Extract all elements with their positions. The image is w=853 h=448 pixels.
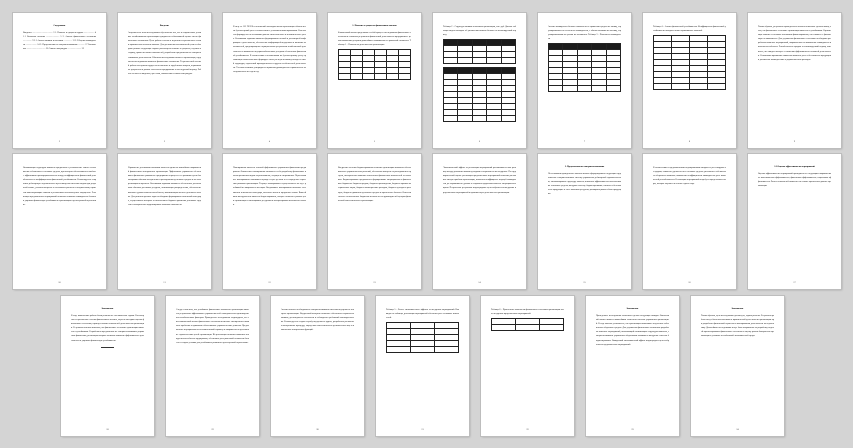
table-cell — [472, 116, 486, 122]
page-body-text: Проведенное исследование позволило сделать следующие выводы. Финансовый анализ является важнейшим элементом системы управления организацией. В ходе анализа установлено, что организация испытывает недостаток собственных оборотных средств. Для улучшения финансового положения разработан комплекс мероприятий, включающий оптимизацию структуры капитала, совершенствование управления оборотными активами и внедрение системы бюджетирования. Ожидаемый экономический эффект подтверждает целесообразность предложенных мероприятий. — [596, 315, 669, 346]
page-thumbnail-2[interactable] — [13, 13, 106, 148]
table-cell — [487, 58, 501, 64]
table-cell — [399, 74, 411, 80]
page-thumbnail-14[interactable] — [433, 154, 526, 289]
table-row — [339, 74, 411, 80]
page-number: 16 — [688, 282, 691, 284]
table-cell — [516, 325, 540, 331]
page-thumbnail-17[interactable] — [748, 154, 841, 289]
page-thumbnail-13[interactable] — [328, 154, 421, 289]
page-thumbnail-3[interactable] — [118, 13, 211, 148]
page-body-text: Экономический эффект от реализации мероприятий рассчитывается как разница между дополнительными доходами и затратами на их внедрение. По предварительной оценке реализация предложенных мероприятий позволит увеличить чистую прибыль организации, повысить коэффициент текущей ликвидности до нормативного уровня и сократить продолжительность операционного цикла. Полученные результаты подтверждают целесообразность внедрения предложенных мероприятий в практическую деятельность организации. — [443, 167, 516, 194]
table-row — [444, 116, 516, 122]
page-thumbnail-20[interactable] — [271, 296, 364, 436]
page-thumbnail-11[interactable] — [118, 154, 211, 289]
page-thumbnail-16[interactable] — [643, 154, 736, 289]
page-thumbnail-8[interactable] — [643, 13, 736, 148]
page-number: 15 — [583, 282, 586, 284]
page-body-text: Таблица 5 – Расчет экономического эффекта от внедрения мероприятий. Как видно из таблицы, реализация мероприятий обеспечит рост основных показателей. — [386, 309, 459, 320]
table-row — [654, 84, 726, 90]
page-thumbnail-21[interactable] — [376, 296, 469, 436]
page-body-text: Планирование является основой эффективного управления финансами предприятия. Финансовое планирование включает в себя разработку финансовых планов различных видов: перспективных, текущих и оперативных. Перспективное планирование охватывает период от трех до пяти лет и определяет стратегию развития организации. Текущее планирование осуществляется на год с разбивкой по кварталам и месяцам. Оперативное планирование включает составление платежного календаря, кассового плана и кредитного плана. Важнейшим инструментом является бюджетирование, которое позволяет увязать цели организации с имеющимися ресурсами и контролировать исполнение планов. — [233, 167, 306, 206]
page-number: 8 — [688, 141, 691, 143]
table-cell — [458, 58, 472, 64]
page-number: 14 — [478, 282, 481, 284]
page-number: 3 — [163, 141, 166, 143]
page-heading: Заключение — [101, 308, 114, 310]
page-table — [443, 67, 516, 122]
page-body-text: Таким образом, результаты проведенного анализа позволяют сделать вывод о том, что финансовое состояние организации является неустойчивым. Организация зависит от заемных источников финансирования, что снижает ее финансовую независимость. Для улучшения финансового состояния необходимо разработать комплекс мероприятий, направленных на повышение ликвидности и платежеспособности. Рентабельность продаж за анализируемый период снизилась, что свидетельствует о снижении эффективности основной деятельности. Основными причинами снижения являются рост себестоимости продукции и увеличение коммерческих и управленческих расходов. — [758, 26, 831, 61]
page-body-text: Актуальность темы исследования обусловлена тем, что в современных условиях хозяйствования организации нуждаются в объективной оценке своего финансового положения. Цель работы состоит в изучении теоретических основ и практических аспектов анализа. Для достижения поставленной цели необходимо решить следующие задачи: рассмотреть понятие и сущность, изучить методику, провести анализ показателей, разработать предложения по совершенствованию деятельности. Объектом исследования является организация, предметом исследования являются финансовые отношения. Теоретической основой работы послужили труды отечественных и зарубежных авторов, нормативные документы и данные отчетности предприятия за исследуемый период. Работа состоит из введения, трех глав, заключения и списка литературы. — [128, 32, 201, 75]
page-body-text: Анализ ликвидности баланса заключается в сравнении средств по активу, сгруппированных по степени их ликвидности, с обязательствами по пассиву, сгруппированными по срокам их погашения. Таблица 3 – Показатели ликвидности — [548, 26, 621, 41]
page-thumbnail-6[interactable] — [433, 13, 526, 148]
page-body-text: На основании проведенного анализа можно сформулировать следующие предложения: совершенствовать систему управления дебиторской задолженностью; оптимизировать структуру запасов; повысить эффективность использования основных средств; внедрить систему бюджетирования; снизить себестоимость продукции за счет экономии ресурсов; расширить рынки сбыта продукции. — [548, 173, 621, 196]
page-number: 10 — [58, 282, 61, 284]
table-row — [444, 58, 516, 64]
page-heading: 3.1 Оценка эффективности мероприятий — [774, 166, 815, 168]
table-cell — [672, 84, 690, 90]
table-cell — [387, 347, 411, 353]
page-thumbnail-4[interactable] — [223, 13, 316, 148]
table-cell — [708, 84, 726, 90]
page-number: 17 — [793, 282, 796, 284]
page-body-text: Таблица 2 – Структура активов и пассивов организации, тыс. руб. Данные таблицы свидетельствуют об увеличении валюты баланса за анализируемый период. — [443, 26, 516, 37]
page-heading: Содержание — [53, 25, 66, 27]
table-cell — [375, 74, 387, 80]
table-cell — [592, 86, 606, 92]
table-cell — [563, 86, 577, 92]
page-heading: Введение — [159, 25, 170, 27]
table-cell — [549, 86, 563, 92]
table-cell — [492, 325, 516, 331]
page-thumbnail-18[interactable] — [61, 296, 154, 436]
page-number: 2 — [58, 141, 61, 143]
table-cell — [444, 58, 458, 64]
page-thumbnail-23[interactable] — [586, 296, 679, 436]
page-body-text: В силу ст. 152 ГК РФ и положений законодательства организация обязана вести бухгалтерский учет в соответствии с установленными правилами. Отчетность формируется на основании данных синтетического и аналитического учета. Основными задачами являются формирование полной и достоверной информации о деятельности, обеспечение информацией внутренних и внешних пользователей, предотвращение отрицательных результатов хозяйственной деятельности и выявление внутрихозяйственных резервов обеспечения финансовой устойчивости. В соответствии с положениями по бухгалтерскому учету организация самостоятельно формирует свою учетную политику исходя из своей структуры, отраслевой принадлежности и других особенностей деятельности. Учетная политика утверждается приказом руководителя и применяется последовательно из года в год. — [233, 26, 306, 74]
page-thumbnail-24[interactable] — [691, 296, 784, 436]
page-heading: 3. Предложения по совершенствованию — [564, 166, 605, 168]
table-cell — [363, 74, 375, 80]
table-cell — [435, 347, 459, 353]
page-thumbnail-15[interactable] — [538, 154, 631, 289]
table-cell — [487, 116, 501, 122]
page-number: 23 — [631, 429, 634, 431]
page-body-text: Анализ показал необходимость совершенствования системы внутреннего контроля организации. Внутренний контроль позволяет обеспечить сохранность активов, достоверность отчетности и соблюдение требований законодательства. Рекомендуется создать службу внутреннего аудита, разработать регламенты контрольных процедур, определить ответственность должностных лиц за выполнение контрольных функций. — [281, 309, 354, 332]
page-thumbnail-10[interactable] — [13, 154, 106, 289]
page-body-text: Финансовый анализ представляет собой процесс исследования финансового состояния и основных результатов финансовой деятельности предприятия с целью выявления резервов дальнейшего повышения его рыночной стоимости. Таблица 1 – Показатели деятельности организации — [338, 32, 411, 47]
page-heading: Заключение — [626, 308, 639, 310]
page-number: 20 — [316, 429, 319, 431]
page-thumbnail-19[interactable] — [166, 296, 259, 436]
page-table — [491, 318, 564, 331]
page-thumbnail-5[interactable] — [328, 13, 421, 148]
page-number: 7 — [583, 141, 586, 143]
page-number: 22 — [526, 429, 529, 431]
page-table — [548, 43, 621, 92]
separator-line — [101, 347, 114, 348]
page-body-text: Оценка эффективности мероприятий проводится по следующим направлениям: экономическая эффективность; финансовая эффективность; социальная эффективность. Расчет показателей выполнен на основе прогнозных данных организации. — [758, 173, 831, 188]
table-cell — [501, 116, 515, 122]
page-number: 19 — [211, 429, 214, 431]
page-thumbnail-12[interactable] — [223, 154, 316, 289]
page-number: 5 — [373, 141, 376, 143]
page-table — [386, 322, 459, 353]
table-cell — [411, 347, 435, 353]
page-number: 4 — [268, 141, 271, 143]
page-thumbnail-9[interactable] — [748, 13, 841, 148]
table-cell — [351, 74, 363, 80]
page-number: 11 — [163, 282, 166, 284]
page-body-text: Оптимизация структуры капитала предполагает установление такого соотношения собственных и заемных средств, при котором обеспечивается наиболее эффективная пропорциональность между коэффициентом финансовой рентабельности и коэффициентом финансовой устойчивости. Рекомендуется сократить дебиторскую задолженность путем введения системы скидок при досрочной оплате, усилить контроль за состоянием расчетов с покупателями, провести инвентаризацию запасов и реализовать неиспользуемое имущество. Реализация предложенных мероприятий позволит повысить ликвидность баланса и укрепить финансовую устойчивость организации в долгосрочной перспективе. — [23, 167, 96, 206]
table-cell — [540, 325, 564, 331]
page-number: 21 — [421, 429, 424, 431]
table-cell — [606, 86, 620, 92]
table-cell — [444, 116, 458, 122]
table-cell — [472, 58, 486, 64]
table-cell — [501, 58, 515, 64]
page-table — [653, 35, 726, 90]
page-body-text: Таблица 4 – Анализ финансовой устойчивости. Коэффициенты финансовой устойчивости находятся ниже нормативных значений. — [653, 26, 726, 33]
table-cell — [690, 84, 708, 90]
page-number: 9 — [793, 141, 796, 143]
page-thumbnail-22[interactable] — [481, 296, 574, 436]
page-number: 18 — [106, 429, 109, 431]
page-body-text: В соответствии с предложенными мероприятиями ожидается: рост выручки от продаж; снижение удельного веса заемных средств; увеличение собственного оборотного капитала; повышение коэффициентов ликвидности; рост показателей рентабельности. Реализация мероприятий потребует определенных затрат, которые окупятся в течение одного года. — [653, 167, 726, 186]
page-number: 24 — [736, 429, 739, 431]
page-number: 12 — [268, 282, 271, 284]
page-thumbnail-7[interactable] — [538, 13, 631, 148]
table-cell — [458, 116, 472, 122]
page-body-text: Введение ..................................... 3 1. Понятие и сущность аудита ................... 4 1.1 Основные понятия ........................ 5 2. Анализ финансового состояния ................ 9 2.1 Анализ активов и пассивов ............... 11 2.2 Оценка ликвидности .................... 14 3. Предложения по совершенствованию ............ 17 Заключение .................................. 20 Список литературы ......................... 22 — [23, 32, 96, 51]
table-row — [387, 347, 459, 353]
page-heading: 1. Понятие и сущность финансового анализа — [352, 25, 397, 27]
table-cell — [577, 86, 591, 92]
page-body-text: В ходе выполнения работы были решены все поставленные задачи. Рассмотрены теоретические основы финансового анализа, изучена методика оценки финансового состояния, проведен анализ показателей деятельности организации. Результаты анализа показали, что финансовое состояние организации является неустойчивым. Разработаны предложения по совершенствованию управления финансами, реализация которых позволит повысить эффективность деятельности и укрепить финансовую устойчивость. — [71, 315, 144, 342]
page-table — [443, 39, 516, 64]
page-body-text: Внедрение системы бюджетирования позволит организации повысить обоснованность управленческих решений, обеспечить контроль за расходованием средств, своевременно выявлять отклонения фактических показателей от плановых. Бюджетирование предполагает формирование операционных и финансовых бюджетов: бюджета продаж, бюджета производства, бюджета прямых материальных затрат, бюджета коммерческих расходов, бюджета доходов и расходов, бюджета движения денежных средств и прогнозного баланса. Ответственность за исполнение бюджетов возлагается на руководителей центров финансовой ответственности организации. — [338, 167, 411, 202]
page-number: 13 — [373, 282, 376, 284]
page-body-text: Таблица 6 – Прогнозные показатели финансового состояния организации после внедрения предложенных мероприятий. — [491, 309, 564, 316]
table-cell — [654, 84, 672, 90]
page-body-text: Следует отметить, что устойчивое финансовое положение организации является результатом эффективного управления всей совокупностью производственно-хозяйственных факторов. Проведенное исследование подтвердило, что систематический анализ финансового состояния позволяет своевременно выявлять проблемы и принимать обоснованные управленческие решения. Предложенные мероприятия носят комплексный характер и направлены на достижение стратегических целей организации. Их реализация позволит повысить конкурентоспособность предприятия, обеспечить рост рыночной стоимости бизнеса и создать условия для устойчивого развития в долгосрочной перспективе. — [176, 309, 249, 344]
table-row — [549, 86, 621, 92]
table-row — [492, 325, 564, 331]
page-number: 6 — [478, 141, 481, 143]
table-cell — [387, 74, 399, 80]
page-body-text: Управление денежными потоками является одним из важнейших направлений финансового менеджмента организации. Эффективное управление обеспечивает финансовое равновесие предприятия в процессе его развития путем балансировки объемов поступления и расходования денежных средств и их синхронизации во времени. Основными задачами являются: обеспечение достаточным объемом денежных ресурсов, оптимизация распределения, обеспечение высокого уровня платежеспособности, максимизация чистого денежного потока. Для решения данных задач необходимо формировать платежный календарь, осуществлять контроль за исполнением бюджета движения денежных средств и своевременно корректировать плановые показатели. — [128, 167, 201, 206]
page-body-text: Таким образом, цель исследования достигнута, задачи решены. Результаты работы могут быть использованы в практической деятельности организации при разработке финансовой стратегии и планировании деятельности на перспективу. Дальнейшие исследования могут быть направлены на разработку моделей прогнозирования финансового состояния и оценку рисков банкротства организации в условиях нестабильной экономической среды. — [701, 315, 774, 338]
page-table — [338, 49, 411, 80]
table-cell — [339, 74, 351, 80]
page-heading: Заключение — [731, 308, 744, 310]
